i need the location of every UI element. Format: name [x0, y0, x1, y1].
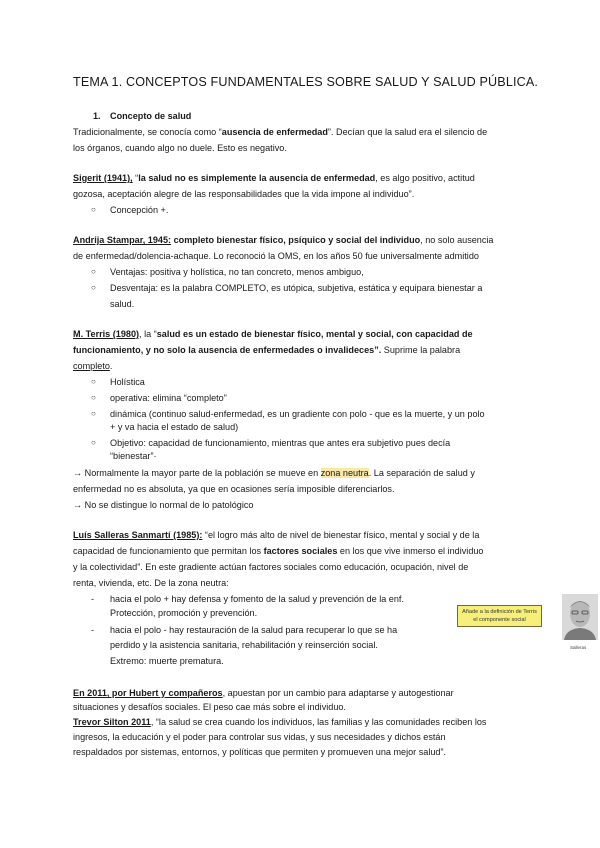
sigerist-definition: Sigerit (1941), “la salud no es simplemente la ausencia de enfermedad, es algo positivo, actitud	[73, 173, 475, 183]
annotation-line: el componente social	[473, 617, 526, 623]
paragraph-line: capacidad de funcionamiento que permitan los factores sociales en los que vive inmerso el individuo	[73, 546, 484, 556]
arrow-note: → Normalmente la mayor parte de la población se mueve en zona neutra. La separación de salud y	[73, 468, 475, 478]
silton-definition: Trevor Silton 2011, “la salud se crea cuando los individuos, las familias y las comunidades reciben los	[73, 717, 487, 727]
annotation-line: Añade a la definición de Terris	[462, 609, 537, 615]
paragraph-line: funcionamiento, y no solo la ausencia de enfermedades o invalideces”. Suprime la palabra	[73, 345, 461, 355]
portrait-photo	[562, 594, 598, 640]
circle-bullet-icon: ○	[91, 393, 96, 402]
list-item: Holística	[110, 377, 145, 387]
list-item: hacia el polo + hay defensa y fomento de la salud y prevención de la enf.	[110, 594, 404, 604]
paragraph-line: de enfermedad/dolencia-achaque. Lo reconoció la OMS, en los años 50 fue universalmente admitido	[73, 251, 479, 261]
list-item: hacia el polo - hay restauración de la salud para recuperar lo que se ha	[110, 625, 398, 635]
paragraph-line: gozosa, aceptación alegre de las responsabilidades que la vida impone al individuo”.	[73, 189, 415, 199]
section-number: 1.	[93, 111, 101, 121]
page-title: TEMA 1. CONCEPTOS FUNDAMENTALES SOBRE SALUD Y SALUD PÚBLICA.	[73, 75, 539, 89]
list-item-continued: Extremo: muerte prematura.	[110, 656, 224, 666]
list-item: Desventaja: es la palabra COMPLETO, es utópica, subjetiva, estática y equipara bienestar a	[110, 283, 483, 293]
circle-bullet-icon: ○	[91, 283, 96, 292]
paragraph-line: y la colectividad”. En este gradiente actúan factores sociales como educación, ocupación, nivel de	[73, 562, 469, 572]
dash-bullet-icon: -	[91, 625, 95, 635]
terris-definition: M. Terris (1980), la “salud es un estado de bienestar físico, mental y social, con capacidad de	[73, 329, 473, 339]
dash-bullet-icon: -	[91, 594, 95, 604]
circle-bullet-icon: ○	[91, 377, 96, 386]
list-item-continued: “bienestar”·	[110, 451, 157, 461]
paragraph-line: ingresos, la educación y el poder para controlar sus vidas, y sus necesidades y dichos están	[73, 732, 446, 742]
hubert-definition: En 2011, por Hubert y compañeros, apuestan por un cambio para adaptarse y autogestionar	[73, 688, 454, 698]
photo-caption: Salleras	[570, 645, 587, 650]
salleras-definition: Luís Salleras Sanmartí (1985): “el logro más alto de nivel de bienestar físico, mental y social y de la	[73, 530, 480, 540]
list-item-continued: + y va hacia el estado de salud)	[110, 422, 239, 432]
circle-bullet-icon: ○	[91, 438, 96, 447]
list-item: Concepción +.	[110, 205, 169, 215]
list-item: operativa: elimina “completo”	[110, 393, 227, 403]
circle-bullet-icon: ○	[91, 409, 96, 418]
paragraph-line: los órganos, cuando algo no duele. Esto es negativo.	[73, 143, 287, 153]
circle-bullet-icon: ○	[91, 267, 96, 276]
annotation-note	[457, 605, 542, 627]
list-item-continued: salud.	[110, 299, 135, 309]
paragraph-line: respaldados por sistemas, entornos, y políticas que permiten y promueven una mejor salud”.	[73, 747, 447, 757]
list-item: Ventajas: positiva y holística, no tan concreto, menos ambiguo,	[110, 267, 364, 277]
paragraph-traditional: Tradicionalmente, se conocía como “ausencia de enfermedad”. Decían que la salud era el silencio de	[73, 127, 488, 137]
paragraph-line: renta, vivienda, etc. De la zona neutra:	[73, 578, 229, 588]
paragraph-line: situaciones y desafíos sociales. El peso cae más sobre el individuo.	[73, 702, 346, 712]
list-item-continued: perdido y la asistencia sanitaria, rehabilitación y reinserción social.	[110, 640, 378, 650]
list-item: Objetivo: capacidad de funcionamiento, mientras que antes era subjetivo pues decía	[110, 438, 451, 448]
paragraph-line: completo.	[73, 361, 113, 371]
list-item-continued: Protección, promoción y prevención.	[110, 608, 258, 618]
arrow-note: → No se distingue lo normal de lo patológico	[73, 500, 254, 510]
stampar-definition: Andrija Stampar, 1945: completo bienestar físico, psíquico y social del individuo, no solo ausencia	[73, 235, 494, 245]
paragraph-line: enfermedad no es absoluta, ya que en ocasiones sería imposible diferenciarlos.	[73, 484, 395, 494]
list-item: dinámica (continuo salud-enfermedad, es un gradiente con polo - que es la muerte, y un polo	[110, 409, 485, 419]
circle-bullet-icon: ○	[91, 205, 96, 214]
section-heading: Concepto de salud	[110, 111, 192, 121]
